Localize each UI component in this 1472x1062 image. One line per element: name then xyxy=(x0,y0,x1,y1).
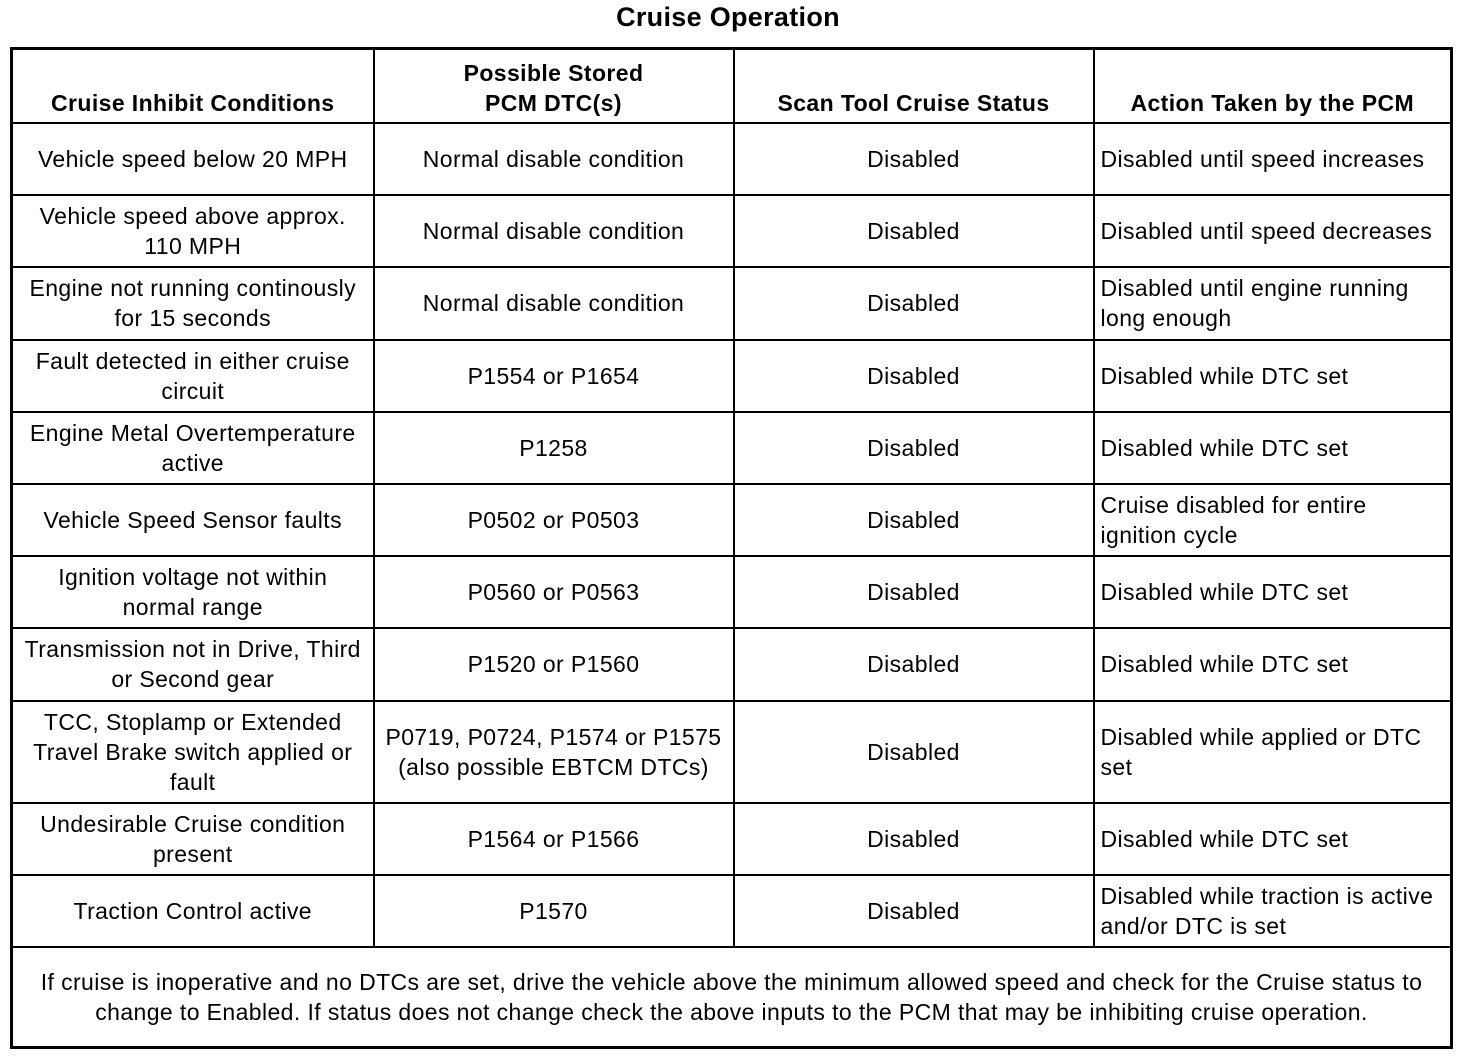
condition-cell: Engine Metal Overtemperature active xyxy=(12,412,374,484)
header-scan-tool-cruise-status: Scan Tool Cruise Status xyxy=(734,49,1094,124)
condition-cell: Ignition voltage not within normal range xyxy=(12,556,374,628)
dtc-cell: P1570 xyxy=(374,875,734,947)
table-row xyxy=(12,628,1452,700)
action-cell: Cruise disabled for entire ignition cycle xyxy=(1094,484,1452,556)
header-action-taken-by-pcm: Action Taken by the PCM xyxy=(1094,49,1452,124)
status-cell: Disabled xyxy=(734,267,1094,339)
dtc-cell: P0560 or P0563 xyxy=(374,556,734,628)
header-row xyxy=(12,49,1452,124)
status-cell: Disabled xyxy=(734,628,1094,700)
table-row xyxy=(12,875,1452,947)
status-cell: Disabled xyxy=(734,484,1094,556)
dtc-cell: P0502 or P0503 xyxy=(374,484,734,556)
header-cruise-inhibit-conditions: Cruise Inhibit Conditions xyxy=(12,49,374,124)
dtc-cell: P1554 or P1654 xyxy=(374,340,734,412)
action-cell: Disabled while DTC set xyxy=(1094,556,1452,628)
condition-cell: Vehicle Speed Sensor faults xyxy=(12,484,374,556)
table-row xyxy=(12,803,1452,875)
dtc-cell: P1520 or P1560 xyxy=(374,628,734,700)
table-row xyxy=(12,267,1452,339)
page-title: Cruise Operation xyxy=(616,2,840,32)
dtc-cell: P1564 or P1566 xyxy=(374,803,734,875)
status-cell: Disabled xyxy=(734,701,1094,803)
footnote-text: If cruise is inoperative and no DTCs are set, drive the vehicle above the minimum allowed speed and check for the Cruise status to change to Enabled. If status does not change check the above inputs to the PCM that may be inhibiting cruise operation. xyxy=(12,947,1452,1047)
dtc-cell: Normal disable condition xyxy=(374,267,734,339)
status-cell: Disabled xyxy=(734,195,1094,267)
table-row xyxy=(12,340,1452,412)
status-cell: Disabled xyxy=(734,123,1094,195)
table-row xyxy=(12,556,1452,628)
condition-cell: Traction Control active xyxy=(12,875,374,947)
dtc-cell: Normal disable condition xyxy=(374,123,734,195)
action-cell: Disabled while applied or DTC set xyxy=(1094,701,1452,803)
condition-cell: Transmission not in Drive, Third or Second gear xyxy=(12,628,374,700)
status-cell: Disabled xyxy=(734,556,1094,628)
status-cell: Disabled xyxy=(734,875,1094,947)
table-row xyxy=(12,484,1452,556)
condition-cell: Fault detected in either cruise circuit xyxy=(12,340,374,412)
status-cell: Disabled xyxy=(734,803,1094,875)
header-possible-stored-pcm-dtcs: Possible Stored PCM DTC(s) xyxy=(374,49,734,124)
action-cell: Disabled until speed increases xyxy=(1094,123,1452,195)
table-row xyxy=(12,123,1452,195)
action-cell: Disabled until speed decreases xyxy=(1094,195,1452,267)
dtc-cell: P0719, P0724, P1574 or P1575 (also possible EBTCM DTCs) xyxy=(374,701,734,803)
dtc-cell: P1258 xyxy=(374,412,734,484)
condition-cell: Vehicle speed above approx. 110 MPH xyxy=(12,195,374,267)
condition-cell: Vehicle speed below 20 MPH xyxy=(12,123,374,195)
action-cell: Disabled while DTC set xyxy=(1094,340,1452,412)
action-cell: Disabled while DTC set xyxy=(1094,412,1452,484)
note-row xyxy=(12,947,1452,1047)
table-row xyxy=(12,701,1452,803)
cruise-operation-table xyxy=(10,47,1453,1049)
condition-cell: Undesirable Cruise condition present xyxy=(12,803,374,875)
status-cell: Disabled xyxy=(734,340,1094,412)
table-row xyxy=(12,412,1452,484)
table-row xyxy=(12,195,1452,267)
action-cell: Disabled while DTC set xyxy=(1094,803,1452,875)
action-cell: Disabled while DTC set xyxy=(1094,628,1452,700)
action-cell: Disabled until engine running long enough xyxy=(1094,267,1452,339)
condition-cell: TCC, Stoplamp or Extended Travel Brake switch applied or fault xyxy=(12,701,374,803)
dtc-cell: Normal disable condition xyxy=(374,195,734,267)
action-cell: Disabled while traction is active and/or DTC is set xyxy=(1094,875,1452,947)
status-cell: Disabled xyxy=(734,412,1094,484)
condition-cell: Engine not running continously for 15 seconds xyxy=(12,267,374,339)
